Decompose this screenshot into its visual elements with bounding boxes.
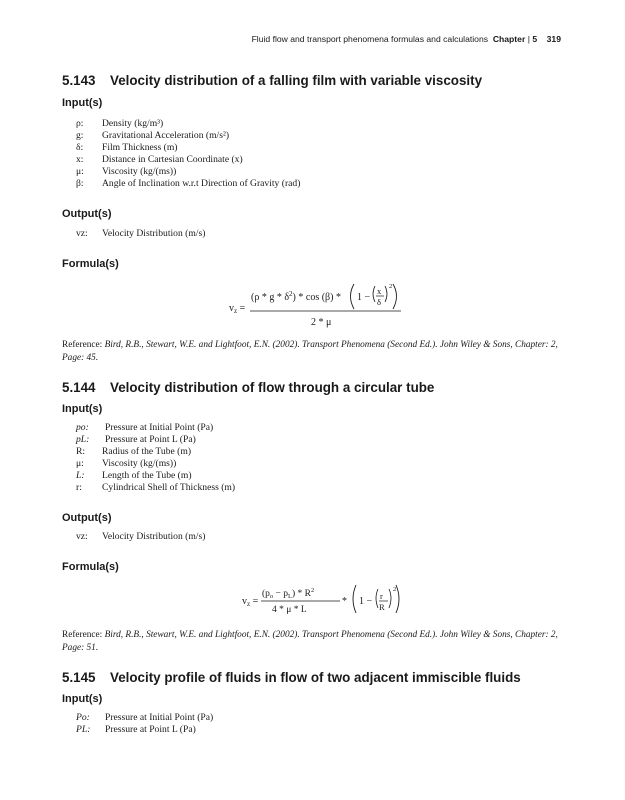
input-item	[76, 422, 213, 434]
svg-text:vz =: $v_z$ =	[242, 596, 259, 608]
chapter-label: Chapter	[492, 34, 526, 44]
inputs-heading: Input(s)	[62, 97, 103, 109]
svg-text:(ρ * g * δ2) * cos (β) *: (ρ * g * $\delta^2$) * cos (β) *	[251, 290, 341, 303]
running-header	[252, 34, 561, 44]
input-item	[76, 470, 192, 482]
formula-falling-film	[225, 278, 405, 332]
input-description: Gravitational Acceleration (m/s²)	[102, 130, 230, 141]
inputs-heading: Input(s)	[62, 693, 103, 705]
input-item	[76, 154, 243, 166]
input-description: Length of the Tube (m)	[102, 470, 192, 481]
input-item	[76, 446, 191, 458]
reference-citation: Bird, R.B., Stewart, W.E. and Lightfoot, E.N. (2002). Transport Phenomena (Second Ed.). John Wiley & Sons, Chapter: 2, Page: 51.	[62, 630, 558, 653]
header-separator: |	[527, 34, 530, 44]
input-description: Pressure at Initial Point (Pa)	[105, 422, 214, 433]
section-heading-5-143	[62, 73, 482, 88]
input-symbol: g:	[76, 130, 84, 141]
input-item	[76, 130, 229, 142]
svg-text:4 * μ * L: 4 * μ * L	[272, 605, 307, 615]
section-heading-5-145	[62, 670, 521, 685]
input-description: Viscosity (kg/(ms))	[102, 458, 177, 469]
reference-prefix: Reference:	[62, 340, 105, 350]
input-description: Viscosity (kg/(ms))	[102, 166, 177, 177]
chapter-number: 5	[532, 34, 538, 44]
input-item	[76, 166, 176, 178]
input-symbol: L:	[76, 470, 85, 481]
section-title: Velocity distribution of a falling film with variable viscosity	[110, 73, 483, 88]
formulas-heading: Formula(s)	[62, 258, 119, 270]
reference-prefix: Reference:	[62, 630, 105, 640]
input-symbol: μ:	[76, 166, 84, 177]
input-symbol: μ:	[76, 458, 84, 469]
formulas-heading: Formula(s)	[62, 561, 119, 573]
input-item	[76, 178, 300, 190]
section-heading-5-144	[62, 380, 434, 395]
svg-text:x: x	[377, 286, 382, 296]
formula-circular-tube	[240, 580, 405, 620]
input-symbol: Po:	[76, 712, 90, 723]
output-description: Velocity Distribution (m/s)	[102, 531, 206, 542]
output-description: Velocity Distribution (m/s)	[102, 228, 206, 239]
input-description: Cylindrical Shell of Thickness (m)	[102, 482, 236, 493]
input-symbol: pL:	[76, 434, 90, 445]
section-title: Velocity profile of fluids in flow of two adjacent immiscible fluids	[110, 670, 521, 685]
svg-text:1 −: 1 −	[357, 292, 371, 303]
section-number: 5.145	[62, 670, 96, 685]
input-description: Pressure at Initial Point (Pa)	[105, 712, 214, 723]
outputs-heading: Output(s)	[62, 512, 112, 524]
input-description: Distance in Cartesian Coordinate (x)	[102, 154, 243, 165]
input-symbol: δ:	[76, 142, 84, 153]
running-title: Fluid flow and transport phenomena formulas and calculations	[251, 34, 489, 44]
input-item	[76, 712, 213, 724]
reference-citation: Bird, R.B., Stewart, W.E. and Lightfoot, E.N. (2002). Transport Phenomena (Second Ed.). John Wiley & Sons, Chapter: 2, Page: 45.	[62, 340, 558, 363]
input-item	[76, 142, 178, 154]
svg-text:*: *	[342, 596, 347, 607]
input-symbol: PL:	[76, 724, 91, 735]
svg-text:R: R	[379, 602, 385, 612]
svg-text:2: 2	[389, 283, 393, 290]
input-symbol: R:	[76, 446, 86, 457]
input-item	[76, 724, 196, 736]
svg-text:1 −: 1 −	[359, 596, 373, 607]
input-item	[76, 458, 176, 470]
output-item	[76, 228, 205, 240]
input-symbol: β:	[76, 178, 84, 189]
input-description: Pressure at Point L (Pa)	[105, 434, 196, 445]
inputs-heading: Input(s)	[62, 403, 103, 415]
reference-5-143	[62, 339, 562, 364]
input-description: Radius of the Tube (m)	[102, 446, 192, 457]
input-symbol: r:	[76, 482, 82, 493]
svg-text:vz =: $v_z$ =	[229, 303, 246, 315]
section-number: 5.143	[62, 73, 96, 88]
output-item	[76, 531, 205, 543]
output-symbol: vz:	[76, 228, 88, 239]
output-symbol: vz:	[76, 531, 88, 542]
svg-text:2 * μ: 2 * μ	[311, 317, 332, 328]
svg-text:2: 2	[393, 586, 397, 593]
input-description: Angle of Inclination w.r.t Direction of Gravity (rad)	[102, 178, 301, 189]
input-symbol: x:	[76, 154, 84, 165]
outputs-heading: Output(s)	[62, 208, 112, 220]
section-title: Velocity distribution of flow through a circular tube	[110, 380, 435, 395]
input-description: Pressure at Point L (Pa)	[105, 724, 196, 735]
reference-5-144	[62, 629, 562, 654]
input-description: Density (kg/m³)	[102, 118, 164, 129]
svg-text:δ: δ	[377, 297, 382, 307]
section-number: 5.144	[62, 380, 96, 395]
svg-text:r: r	[380, 591, 383, 601]
page-number: 319	[546, 34, 561, 44]
input-description: Film Thickness (m)	[102, 142, 178, 153]
input-item	[76, 434, 196, 446]
input-item	[76, 118, 163, 130]
input-symbol: po:	[76, 422, 89, 433]
svg-text:(po − pL) * R2: $(p_o - p_L) * R^2$	[262, 587, 315, 600]
input-item	[76, 482, 235, 494]
input-symbol: ρ:	[76, 118, 84, 129]
